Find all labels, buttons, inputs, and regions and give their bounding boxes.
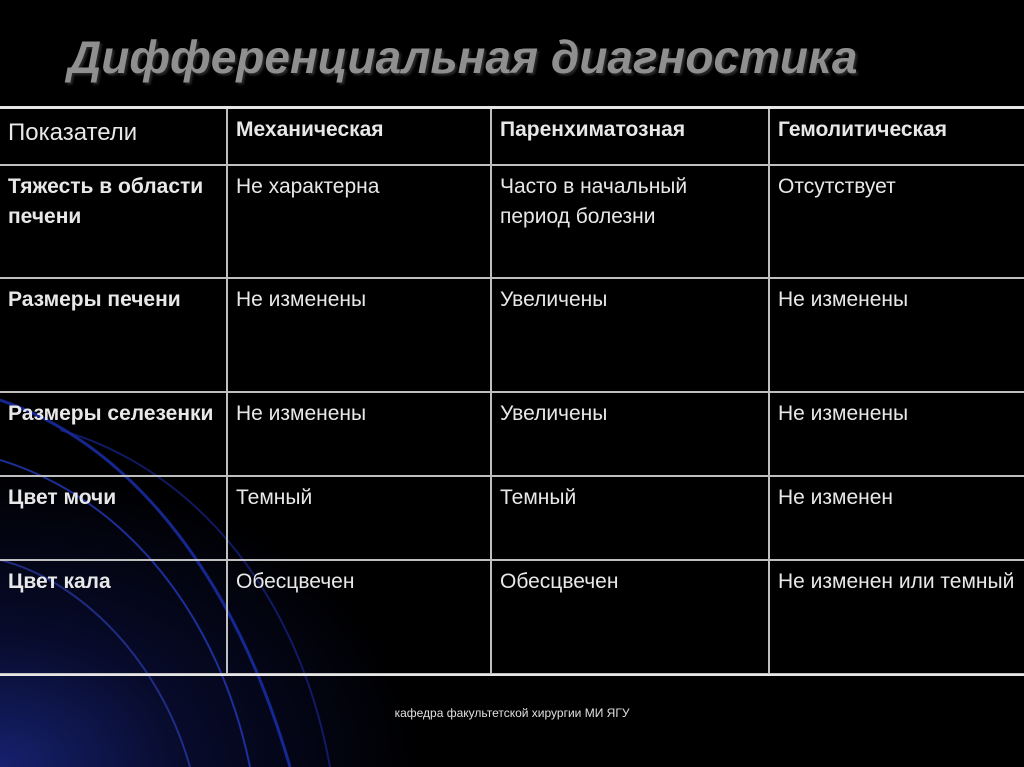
- table-cell: Не изменены: [227, 278, 491, 392]
- row-label: Размеры селезенки: [0, 392, 227, 476]
- table-cell: Не изменены: [769, 392, 1024, 476]
- table-cell: Не изменен или темный: [769, 560, 1024, 674]
- table-row: [0, 278, 1024, 392]
- table-cell: Обесцвечен: [227, 560, 491, 674]
- bottom-divider: [0, 674, 1024, 676]
- table-cell: Темный: [491, 476, 769, 560]
- table-cell: Не характерна: [227, 165, 491, 278]
- diagnostics-table: [0, 109, 1024, 675]
- table-cell: Увеличены: [491, 278, 769, 392]
- table-cell: Темный: [227, 476, 491, 560]
- table-row: [0, 165, 1024, 278]
- table-cell: Не изменены: [769, 278, 1024, 392]
- row-label: Цвет мочи: [0, 476, 227, 560]
- table-cell: Отсутствует: [769, 165, 1024, 278]
- slide-title: Дифференциальная диагностика: [68, 31, 858, 83]
- table-cell: Обесцвечен: [491, 560, 769, 674]
- table-row: [0, 476, 1024, 560]
- header-indicators: Показатели: [0, 109, 227, 165]
- row-label: Размеры печени: [0, 278, 227, 392]
- table-header-row: [0, 109, 1024, 165]
- row-label: Тяжесть в области печени: [0, 165, 227, 278]
- footer-text: кафедра факультетской хирургии МИ ЯГУ: [394, 706, 630, 720]
- header-mechanical: Механическая: [227, 109, 491, 165]
- header-hemolytic: Гемолитическая: [769, 109, 1024, 165]
- table-cell: Не изменены: [227, 392, 491, 476]
- table-cell: Не изменен: [769, 476, 1024, 560]
- table-cell: Часто в начальный период болезни: [491, 165, 769, 278]
- table-row: [0, 392, 1024, 476]
- header-parenchymatous: Паренхиматозная: [491, 109, 769, 165]
- table-cell: Увеличены: [491, 392, 769, 476]
- table-row: [0, 560, 1024, 674]
- row-label: Цвет кала: [0, 560, 227, 674]
